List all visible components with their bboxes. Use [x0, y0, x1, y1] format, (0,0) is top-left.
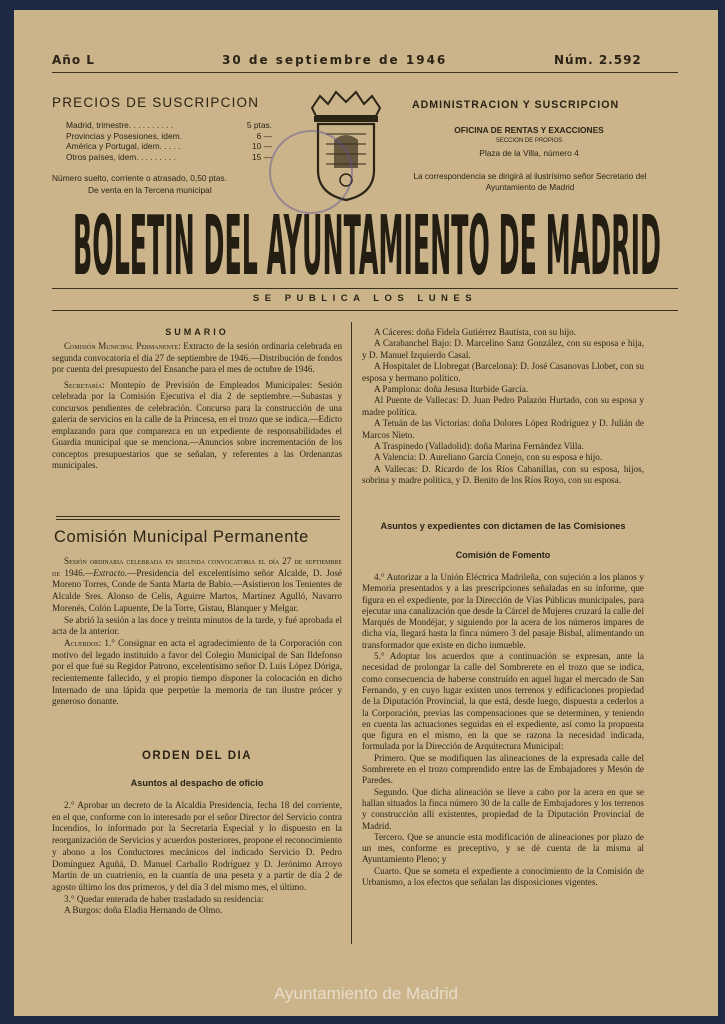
summary-rule — [56, 516, 340, 517]
price-row: Madrid, trimestre. . . . . . . . . . 5 ptas. — [66, 120, 272, 130]
fomento-fourth: Cuarto. Que se someta el expediente a conocimiento de la Comisión de Urbanismo, a los efectos que señalan las disposiciones vigentes. — [362, 865, 644, 888]
residence-item: A Hospitalet de Llobregat (Barcelona): D. José Casanovas Llobet, con su esposa y hermano político. — [362, 361, 644, 383]
header-rule — [52, 72, 678, 73]
issue-number: Núm. 2.592 — [554, 53, 642, 67]
price-list — [66, 120, 272, 162]
residence-item: A Pamplona: doña Jesusa Iturbide García. — [374, 384, 529, 395]
fomento-body — [362, 572, 644, 888]
summary-paragraph: Secretaría: Montepío de Previsión de Empleados Municipales: Sesión celebrada por la Comisión Ejecutiva el día 2 de septiembre.—Subastas y concursos pendientes de celebración. Concurso para la construcción de una galería de servicios en la calle de la Princesa, en el trozo que se indica.—Edicto emplazando para que comparezca en un expediente de responsabilidades el Guardia municipal que se menciona.—Anuncios sobre incrementación de los conceptos presupuestarios que se señalan, y referentes a las Ordenanzas municipales. — [52, 379, 342, 470]
residence-item: A Cáceres: doña Fidela Gutiérrez Bautista, con su hijo. — [374, 327, 577, 337]
summary-rule-2 — [56, 519, 340, 520]
watermark: Ayuntamiento de Madrid — [274, 984, 458, 1003]
residence-burgos: A Burgos: doña Eladia Hernando de Olmo. — [64, 905, 223, 916]
sale-point: De venta en la Tercena municipal — [88, 185, 212, 195]
subscription-title: PRECIOS DE SUSCRIPCION — [52, 95, 260, 110]
residence-item: Al Puente de Vallecas: D. Juan Pedro Palazón Hurtado, con su esposa y madre política. — [362, 395, 644, 417]
issue-date: 30 de septiembre de 1946 — [222, 53, 448, 67]
residence-item: A Vallecas: D. Ricardo de los Ríos Cabanillas, con su esposa, hijos, sobrina y madre política, y D. Benito de los Ríos Royo, con su esposa. — [362, 463, 644, 486]
masthead-text: BOLETIN DEL AYUNTAMIENTO DE MADRID — [73, 208, 661, 282]
commissions-title: Asuntos y expedientes con dictamen de las Comisiones — [380, 521, 626, 531]
session-agreements: Acuerdos: 1.° Consignar en acta el agradecimiento de la Corporación con motivo del legado instituído a favor del Colegio Municipal de San Ildefonso por el que fué su Regidor Patrono, excelentísimo señor D. Luis López Dóriga, recientemente fallecido, y el propio tiempo disponer la colocación en dicho Internado de una lápida que perpetúe la memoria de tan ilustre prócer y generoso donante. — [52, 637, 342, 707]
residence-item: A Tetuán de las Victorias: doña Dolores López Rodríguez y D. Julián de Marcos Nieto. — [362, 418, 644, 440]
residence-item: A Carabanchel Bajo: D. Marcelino Sanz González, con su esposa e hija, y D. Manuel Izquierdo Casal. — [362, 338, 644, 360]
summary-title: SUMARIO — [165, 327, 229, 337]
library-stamp-icon — [269, 130, 353, 214]
office-address: Plaza de la Villa, número 4 — [479, 148, 579, 158]
office-name: OFICINA DE RENTAS Y EXACCIONES — [454, 125, 604, 135]
fomento-first: Primero. Que se modifiquen las alineaciones de la expresada calle del Sombrerete en el trozo comprendido entre las de Embajadores y Mesón de Paredes. — [362, 752, 644, 786]
fomento-title: Comisión de Fomento — [455, 550, 551, 560]
price-row: América y Portugal, idem. . . . . 10 — — [66, 141, 272, 152]
summary-body — [52, 341, 342, 472]
order-item-2: 2.° Aprobar un decreto de la Alcaldía Presidencia, fecha 18 del corriente, en el que, conforme con lo interesado por el señor Director del Servicio contra Incendios, lo informado por la Secretaría Especial y lo dispuesto en la reorganización de Servicios y acuerdos posteriores, propone el reconocimiento y abono a los Conductores mecánicos del indicado Servicio D. Pedro Domínguez Aguñá, D. Manuel Carballo Rodríguez y D. Jerónimo Arroyo Martín de un cuatrienio, en la cuantía de una peseta y a partir de día 2 de agosto último los dos primeros, y del día 3 del mismo mes, el último. — [52, 800, 342, 892]
masthead-rule-bottom — [52, 310, 678, 311]
order-subtitle: Asuntos al despacho de oficio — [130, 778, 264, 788]
order-body — [52, 800, 342, 917]
fomento-second: Segundo. Que dicha alineación se lleve a cabo por la acera en que se hallan situados la finca número 30 de la calle de Embajadores y los terrenos y construcción allí existentes, propiedad de la Diputación Provincial de Madrid. — [362, 786, 644, 831]
commission-title: Comisión Municipal Permanente — [54, 528, 309, 546]
publication-frequency: SE PUBLICA LOS LUNES — [252, 293, 478, 304]
fomento-third: Tercero. Que se anuncie esta modificación de alineaciones por plazo de un mes, conforme es preceptivo, y se dé cuenta de la misma al Ayuntamiento Pleno; y — [362, 831, 644, 865]
order-title: ORDEN DEL DIA — [141, 750, 253, 762]
single-issue-price: Número suelto, corriente o atrasado, 0,50 ptas. — [52, 173, 228, 183]
year-label: Año L — [52, 53, 95, 67]
order-item-3: 3.° Quedar enterada de haber trasladado su residencia: — [64, 893, 264, 904]
commission-body — [52, 556, 342, 708]
session-intro: Sesión ordinaria celebrada en segunda convocatoria el día 27 de septiembre de 1946.—Extracto.—Presidencia del excelentísimo señor Alcalde, D. José Moreno Torres, Conde de Santa Marta de Babío.—Asistieron los Tenientes de Alcalde Sres. Alonso de Celis, Aguirre Martos, Martínez Agulló, Navarro Morenés, Colón Lapuente, De la Torre, Gistau, Blanquer y Melgar. — [52, 556, 343, 613]
summary-paragraph: Comisión Municipal Permanente: Extracto de la sesión ordinaria celebrada en segunda convocatoria el día 27 de septiembre de 1946.—Distribución de fondos por cuenta del presupuesto del Ensanche para el mes de octubre de 1946. — [52, 341, 342, 374]
residences-list — [362, 327, 644, 487]
fomento-item-4: 4.° Autorizar a la Unión Eléctrica Madrileña, con sujeción a los planos y Memoria presentados y a las prescripciones señaladas en su informe, que figura en el expediente, por la Dirección de Vías Públicas municipales, para ejecutar una canalización que desde la Cárcel de Mujeres cruzará la calle del Marqués de Mondéjar, y siguiendo por la acera de los números impares de dicha vía, llegará hasta la finca número 3 del pasaje Bisbal, alimentando un transformador que existe en dicho inmueble. — [362, 572, 644, 650]
newspaper-page — [14, 10, 718, 1016]
fomento-item-5: 5.° Adoptar los acuerdos que a continuación se expresan, ante la necesidad de prolongar la calle del Sombrerete en el trozo que se indica, como consecuencia de haberse construído en aquel lugar el mercado de San Fernando, y en cuyo lugar existen unos terrenos y edificaciones propiedad de la Diputación Provincial, la que está, desde luego, dispuesta a cederlos a la Corporación, previas las compensaciones que se determinen, y teniendo en cuenta las actuaciones seguidas en el expediente, así como la propuesta que figura en el mismo, en la que se razona la necesidad indicada, formulada por la Dirección de Arquitectura Municipal: — [362, 651, 644, 752]
administration-title: ADMINISTRACION Y SUSCRIPCION — [412, 99, 620, 111]
residence-item: A Valencia: D. Aureliano García Conejo, con su esposa e hijo. — [374, 452, 603, 463]
office-section: SECCION DE PROPIOS — [495, 138, 563, 144]
price-row: Provincias y Posesiones, idem. 6 — — [66, 130, 272, 141]
correspondence-note: La correspondencia se dirigirá al ilustrísimo señor Secretario del Ayuntamiento de Madrid — [413, 172, 647, 192]
masthead-title — [52, 208, 682, 282]
session-opening: Se abrió la sesión a las doce y treinta minutos de la tarde, y fué aprobada el acta de la anterior. — [52, 614, 342, 637]
column-divider — [351, 322, 352, 944]
residence-item: A Traspinedo (Valladolid): doña Marina Fernández Villa. — [374, 441, 584, 452]
masthead-rule-top — [52, 288, 678, 289]
price-row: Otros países, idem. . . . . . . . . 15 — — [66, 151, 272, 162]
